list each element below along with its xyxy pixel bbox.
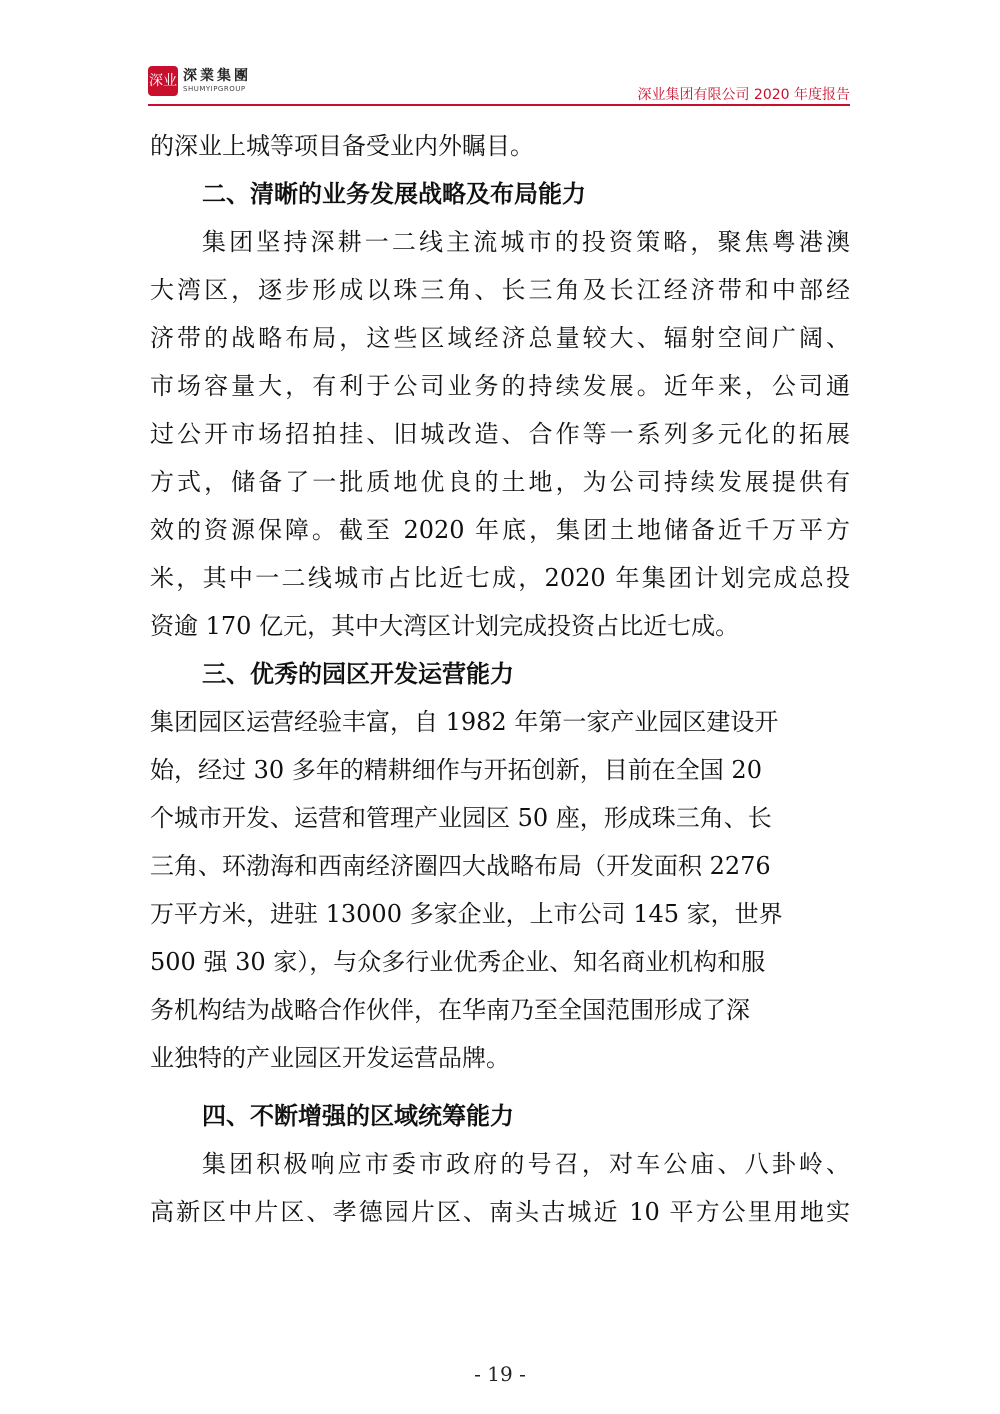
paragraph-line: 集团园区运营经验丰富，自 1982 年第一家产业园区建设开 — [150, 708, 779, 736]
page-number: - 19 - — [474, 1362, 526, 1386]
paragraph-line: 的深业上城等项目备受业内外瞩目。 — [150, 132, 534, 160]
paragraph-line: 万平方米，进驻 13000 多家企业，上市公司 145 家，世界 — [150, 900, 783, 928]
header-divider — [148, 104, 850, 106]
paragraph-line: 资逾 170 亿元，其中大湾区计划完成投资占比近七成。 — [150, 612, 740, 640]
section-heading-3: 三、优秀的园区开发运营能力 — [202, 660, 514, 688]
paragraph-line: 米，其中一二线城市占比近七成，2020 年集团计划完成总投 — [150, 564, 850, 592]
paragraph-line: 始，经过 30 多年的精耕细作与开拓创新，目前在全国 20 — [150, 756, 762, 784]
paragraph-line: 三角、环渤海和西南经济圈四大战略布局（开发面积 2276 — [150, 852, 771, 880]
section-heading-2: 二、清晰的业务发展战略及布局能力 — [202, 180, 586, 208]
paragraph-line: 集团坚持深耕一二线主流城市的投资策略，聚焦粤港澳 — [202, 228, 850, 256]
page-header — [148, 66, 850, 106]
logo-seal-icon — [148, 66, 178, 96]
document-body — [150, 122, 850, 1236]
logo-seal-text: 深业 — [149, 72, 177, 89]
section-heading-4: 四、不断增强的区域统筹能力 — [202, 1102, 514, 1130]
paragraph-line: 个城市开发、运营和管理产业园区 50 座，形成珠三角、长 — [150, 804, 772, 832]
paragraph-line: 济带的战略布局，这些区域经济总量较大、辐射空间广阔、 — [150, 324, 850, 352]
logo-english-name: SHUMYIPGROUP — [183, 85, 246, 93]
logo-chinese-name: 深業集團 — [183, 68, 251, 84]
paragraph-line: 方式，储备了一批质地优良的土地，为公司持续发展提供有 — [150, 468, 850, 496]
company-logo — [148, 66, 251, 96]
paragraph-line: 效的资源保障。截至 2020 年底，集团土地储备近千万平方 — [150, 516, 850, 544]
paragraph-line: 业独特的产业园区开发运营品牌。 — [150, 1044, 510, 1072]
paragraph-line: 大湾区，逐步形成以珠三角、长三角及长江经济带和中部经 — [150, 276, 850, 304]
paragraph-line: 市场容量大，有利于公司业务的持续发展。近年来，公司通 — [150, 372, 850, 400]
paragraph-gap — [150, 1082, 850, 1092]
paragraph-line: 500 强 30 家），与众多行业优秀企业、知名商业机构和服 — [150, 948, 766, 976]
logo-text — [183, 68, 251, 94]
paragraph-line: 过公开市场招拍挂、旧城改造、合作等一系列多元化的拓展 — [150, 420, 850, 448]
report-title: 深业集团有限公司 2020 年度报告 — [637, 87, 850, 103]
paragraph-line: 集团积极响应市委市政府的号召，对车公庙、八卦岭、 — [202, 1150, 850, 1178]
paragraph-line: 高新区中片区、孝德园片区、南头古城近 10 平方公里用地实 — [150, 1198, 850, 1226]
paragraph-line: 务机构结为战略合作伙伴，在华南乃至全国范围形成了深 — [150, 996, 750, 1024]
